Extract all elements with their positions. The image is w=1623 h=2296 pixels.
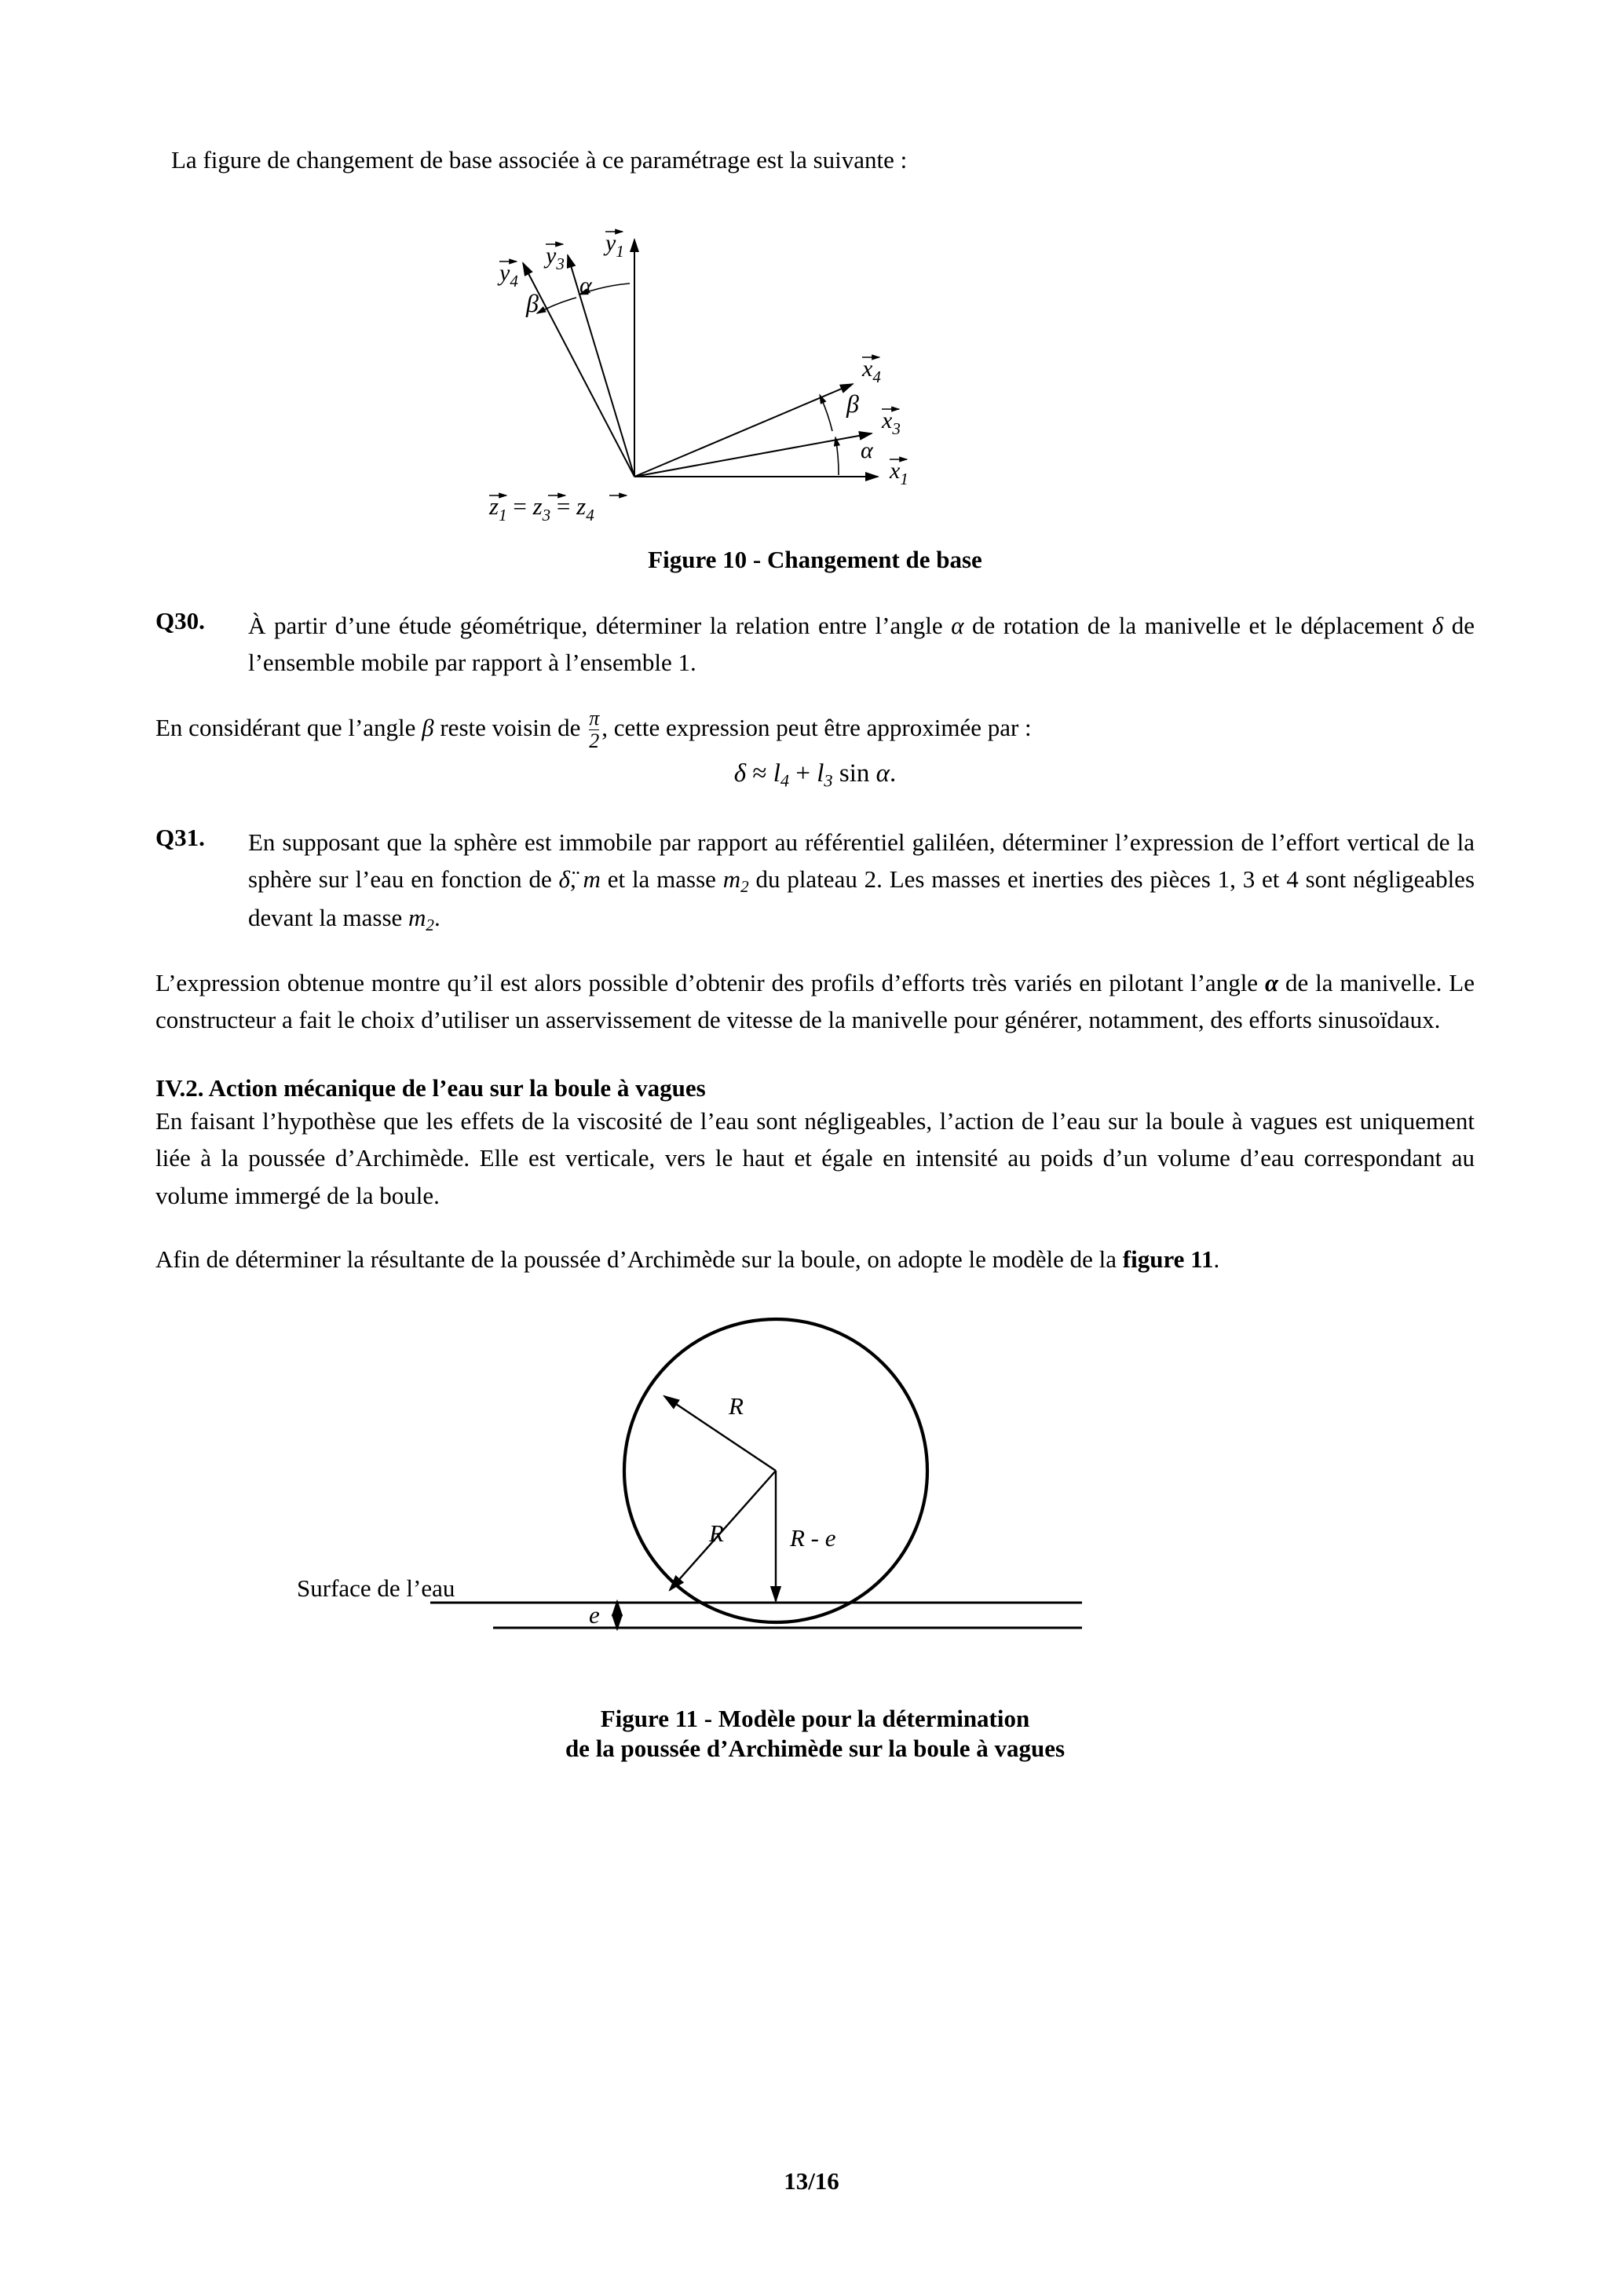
- fraction-denominator: 2: [589, 729, 600, 752]
- q31-text: [248, 824, 1475, 938]
- q30-text: [248, 607, 1475, 681]
- profils-alpha: α: [1264, 969, 1279, 997]
- figure-11-caption-line2: de la poussée d’Archimède sur la boule à vagues: [565, 1734, 1066, 1762]
- q30-label: Q30.: [155, 607, 205, 635]
- figure-11-drawing: [155, 1282, 1475, 1691]
- q31-ddelta: δ̈: [558, 865, 570, 894]
- q31-m2b-sub: 2: [426, 916, 434, 935]
- beta-text-1: En considérant que l’angle: [155, 714, 422, 742]
- page-number: 13/16: [784, 2167, 839, 2195]
- q30-delta: δ: [1431, 612, 1444, 640]
- equation-delta: [155, 759, 1475, 791]
- modele-paragraph: [155, 1241, 1475, 1278]
- figure-10-drawing: [155, 202, 1475, 532]
- q30-text-1: À partir d’une étude géométrique, déterminer la relation entre l’angle: [248, 612, 952, 640]
- q31-text-2: ,: [569, 865, 583, 894]
- profils-paragraph: [155, 964, 1475, 1038]
- label-y4: $y_4$: [499, 260, 518, 291]
- section-iv2-body: En faisant l’hypothèse que les effets de la viscosité de l’eau sont négligeables, l’action de l’eau sur la boule à vagues est uniquement liée à la poussée d’Archimède. Elle est verticale, vers le haut et égale en intensité au poids d’un volume d’eau correspondant au volume immergé de la boule.: [155, 1107, 1475, 1209]
- label-x3: $x_3$: [882, 408, 901, 439]
- q30-text-2: de rotation de la manivelle et le déplacement: [963, 612, 1432, 640]
- figure-11: [155, 1282, 1475, 1763]
- q31-m: m: [583, 865, 601, 894]
- label-z-axes: $z_1 = z_3 = z_4$: [489, 492, 594, 525]
- label-beta-top: β: [526, 289, 539, 318]
- eq-plus: +: [789, 759, 817, 788]
- question-q31: [155, 824, 1475, 938]
- label-R-mid: R: [709, 1519, 724, 1547]
- intro-paragraph: La figure de changement de base associée à ce paramétrage est la suivante :: [171, 146, 908, 174]
- beta-text-3: , cette expression peut être approximée par :: [601, 714, 1032, 742]
- section-heading-iv2: IV.2. Action mécanique de l’eau sur la boule à vagues: [155, 1074, 706, 1102]
- eq-sin: sin: [832, 759, 876, 788]
- label-y1: $y_1$: [605, 230, 624, 261]
- eq-delta: δ: [733, 759, 747, 788]
- beta-paragraph: [155, 707, 1475, 751]
- label-alpha-right: α: [861, 437, 873, 464]
- profils-text-1: L’expression obtenue montre qu’il est alors possible d’obtenir des profils d’efforts très variés en pilotant l’angle: [155, 969, 1265, 997]
- fraction-pi-over-2: [589, 707, 599, 751]
- figure-10: [155, 202, 1475, 574]
- eq-approx: ≈: [746, 759, 773, 788]
- label-x1: $x_1$: [890, 458, 908, 489]
- eq-l3-sub: 3: [824, 770, 833, 791]
- q31-label: Q31.: [155, 824, 205, 852]
- label-x4: $x_4$: [862, 356, 881, 387]
- label-y3: $y_3$: [546, 243, 565, 274]
- label-e: e: [589, 1600, 600, 1629]
- beta-symbol: β: [422, 714, 434, 742]
- q30-alpha: α: [951, 612, 964, 640]
- q31-text-4: du plateau 2. Les masses et inerties des pièces 1, 3 et 4 sont négligeables devant la masse: [248, 865, 1475, 932]
- label-R-top: R: [729, 1391, 744, 1420]
- q31-m2b: m: [408, 904, 426, 932]
- q31-text-3: et la masse: [600, 865, 723, 894]
- figure-11-caption-line1: Figure 11 - Modèle pour la détermination: [600, 1704, 1030, 1732]
- eq-period: .: [889, 759, 897, 788]
- beta-text-2: reste voisin de: [433, 714, 587, 742]
- page-content: [155, 141, 1475, 1763]
- eq-l4: l: [773, 759, 780, 788]
- modele-text-2: .: [1213, 1245, 1220, 1273]
- eq-l4-sub: 4: [780, 770, 790, 791]
- q31-text-5: .: [433, 904, 440, 932]
- q31-text-1: En supposant que la sphère est immobile par rapport au référentiel galiléen, déterminer l’expression de l’effort vertical de la sphère sur l’eau en fonction de: [248, 828, 1475, 894]
- q30-text-3: de l’ensemble mobile par rapport à l’ensemble 1.: [248, 612, 1475, 677]
- figure-10-caption: Figure 10 - Changement de base: [648, 546, 982, 574]
- eq-l3: l: [817, 759, 824, 788]
- modele-figure-ref: figure 11: [1122, 1245, 1214, 1273]
- label-beta-right: β: [846, 389, 859, 419]
- profils-text-2: de la manivelle. Le constructeur a fait le choix d’utiliser un asservissement de vitesse de la manivelle pour générer, notamment, des efforts sinusoïdaux.: [155, 969, 1475, 1034]
- question-q30: [155, 607, 1475, 681]
- q31-m2-sub: 2: [740, 877, 749, 897]
- eq-alpha: α: [875, 759, 890, 788]
- label-surface-eau: Surface de l’eau: [297, 1574, 455, 1602]
- fraction-numerator: π: [589, 707, 600, 730]
- modele-text-1: Afin de déterminer la résultante de la poussée d’Archimède sur la boule, on adopte le modèle de la: [155, 1245, 1123, 1273]
- label-alpha-top: α: [579, 272, 592, 299]
- label-R-minus-e: R - e: [790, 1523, 836, 1552]
- q31-m2: m: [722, 865, 741, 894]
